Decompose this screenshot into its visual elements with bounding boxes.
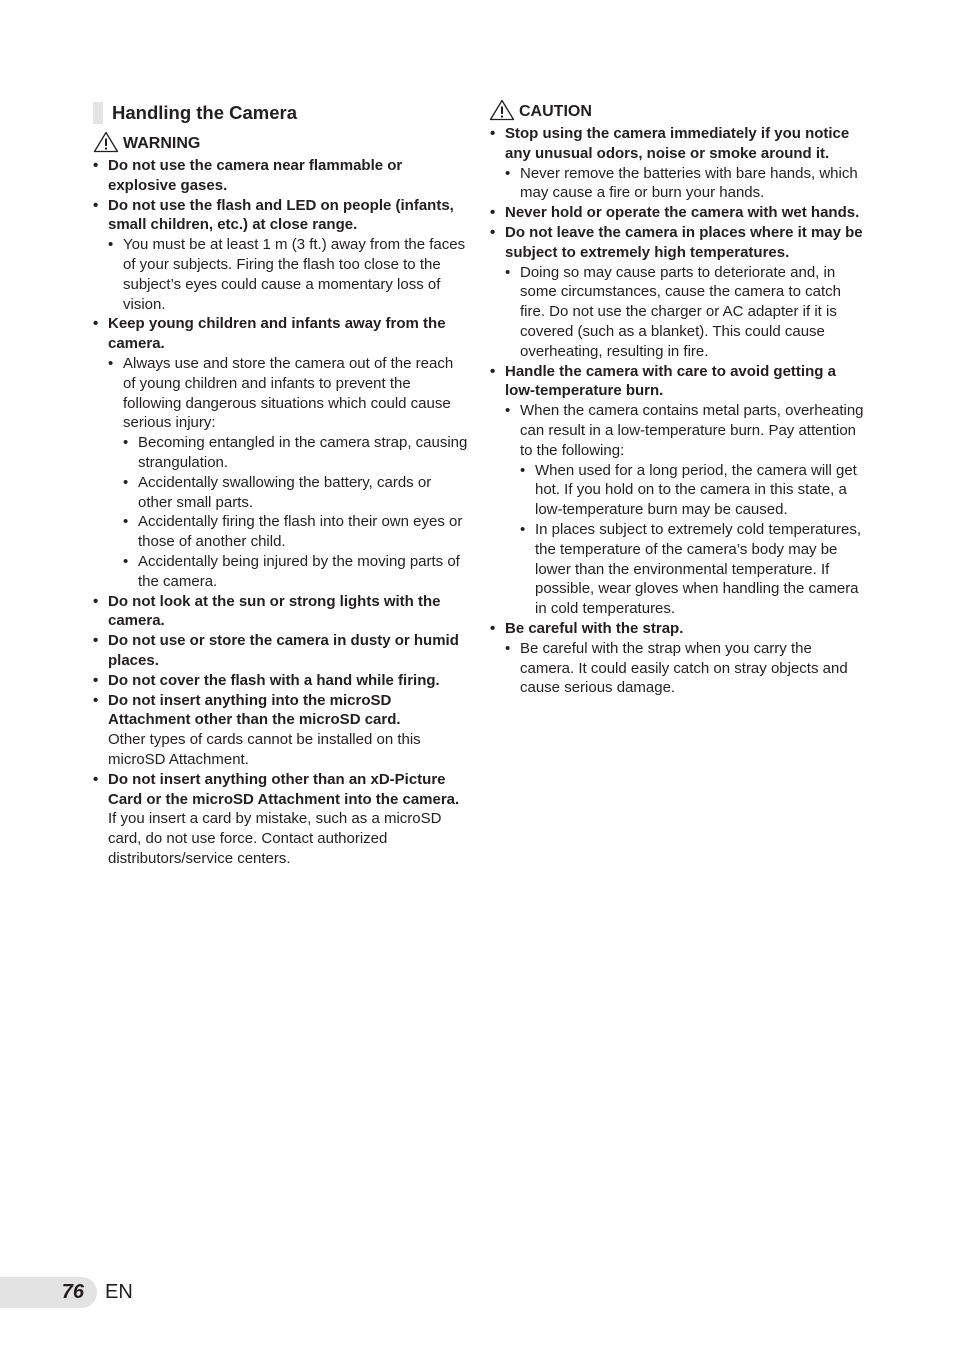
caution-list	[490, 124, 865, 698]
warning-sub-item	[108, 354, 468, 592]
warning-item-heading: • Do not look at the sun or strong lights with the camera.	[108, 592, 441, 630]
warning-item	[93, 314, 468, 591]
warning-item-note: If you insert a card by mistake, such as a microSD card, do not use force. Contact authorized distributors/service centers.	[108, 810, 442, 867]
warning-subsub-item: • Accidentally swallowing the battery, cards or other small parts.	[123, 473, 468, 513]
caution-item	[490, 124, 865, 203]
warning-subsub-list	[123, 433, 468, 591]
caution-subsub-item: • When used for a long period, the camera will get hot. If you hold on to the camera in this state, a low-temperature burn may be caused.	[520, 461, 865, 520]
caution-column	[490, 124, 865, 698]
caution-sub-item-text: • Never remove the batteries with bare hands, which may cause a fire or burn your hands.	[520, 164, 858, 202]
warning-sub-item	[108, 235, 468, 314]
warning-subsub-item: • Becoming entangled in the camera strap, causing strangulation.	[123, 433, 468, 473]
caution-sub-item-text: • Doing so may cause parts to deteriorate and, in some circumstances, cause the camera to catch fire. Do not use the charger or AC adapter if it is covered (such as a blanket). This could cause overheating, resulting in fire.	[520, 263, 841, 360]
caution-item	[490, 203, 865, 223]
caution-item-heading: • Never hold or operate the camera with wet hands.	[505, 204, 860, 222]
warning-label: WARNING	[123, 135, 201, 152]
caution-sub-item-text: • Be careful with the strap when you carry the camera. It could easily catch on stray objects and cause serious damage.	[520, 639, 848, 697]
caution-item	[490, 223, 865, 362]
warning-item-note: Other types of cards cannot be installed on this microSD Attachment.	[108, 731, 421, 768]
warning-item-heading: • Do not insert anything other than an xD-Picture Card or the microSD Attachment into the camera.	[108, 770, 460, 808]
caution-item	[490, 619, 865, 698]
caution-sub-list	[505, 263, 865, 362]
warning-item-heading: • Do not use the flash and LED on people (infants, small children, etc.) at close range.	[108, 196, 454, 234]
warning-sub-list	[108, 354, 468, 592]
language-code: EN	[105, 1281, 133, 1303]
caution-item	[490, 362, 865, 619]
section-title	[93, 101, 297, 125]
warning-item	[93, 592, 468, 632]
page-footer	[0, 1277, 133, 1308]
caution-subsub-list	[520, 461, 865, 619]
title-marker	[93, 102, 103, 124]
caution-item-heading: • Be careful with the strap.	[505, 619, 684, 637]
caution-subsub-item: • In places subject to extremely cold temperatures, the temperature of the camera’s body may be lower than the environmental temperature. If possible, wear gloves when handling the camera in cold temperatures.	[520, 520, 865, 619]
warning-item	[93, 156, 468, 196]
warning-triangle-icon	[93, 131, 119, 153]
warning-subsub-item: • Accidentally being injured by the moving parts of the camera.	[123, 552, 468, 592]
caution-label: CAUTION	[519, 103, 592, 120]
warning-item-heading: • Keep young children and infants away from the camera.	[108, 315, 446, 353]
caution-sub-item	[505, 639, 865, 698]
warning-item-heading: • Do not use or store the camera in dusty or humid places.	[108, 632, 459, 669]
warning-sub-list	[108, 235, 468, 314]
warning-subsub-item: • Accidentally firing the flash into their own eyes or those of another child.	[123, 512, 468, 552]
caution-sub-list	[505, 401, 865, 619]
warning-item-heading: • Do not use the camera near flammable or explosive gases.	[108, 157, 403, 194]
caution-sub-item-text: • When the camera contains metal parts, overheating can result in a low-temperature burn. Pay attention to the following:	[520, 402, 864, 459]
caution-sub-list	[505, 164, 865, 204]
caution-sub-item	[505, 263, 865, 362]
caution-item-heading: • Do not leave the camera in places where it may be subject to extremely high temperatures.	[505, 223, 863, 261]
warning-heading	[93, 131, 200, 153]
warning-list	[93, 156, 468, 869]
warning-column	[93, 156, 468, 869]
warning-item	[93, 196, 468, 315]
caution-sub-list	[505, 639, 865, 698]
warning-item	[93, 631, 468, 671]
warning-item	[93, 770, 468, 869]
caution-heading	[489, 99, 592, 121]
warning-item-heading: • Do not cover the flash with a hand while firing.	[108, 671, 440, 689]
warning-item	[93, 691, 468, 770]
caution-triangle-icon	[489, 99, 515, 121]
warning-item-heading: • Do not insert anything into the microSD Attachment other than the microSD card.	[108, 691, 401, 729]
warning-item	[93, 671, 468, 691]
caution-item-heading: • Handle the camera with care to avoid getting a low-temperature burn.	[505, 362, 836, 400]
caution-sub-item	[505, 401, 865, 619]
page-number-tab	[0, 1277, 97, 1308]
page-number: 76	[61, 1281, 84, 1303]
page-title: Handling the Camera	[112, 102, 298, 123]
warning-sub-item-text: • You must be at least 1 m (3 ft.) away from the faces of your subjects. Firing the flash too close to the subject’s eyes could cause a momentary loss of vision.	[123, 236, 466, 313]
warning-sub-item-text: • Always use and store the camera out of the reach of young children and infants to prevent the following dangerous situations which could cause serious injury:	[123, 354, 454, 432]
caution-sub-item	[505, 164, 865, 204]
caution-item-heading: • Stop using the camera immediately if you notice any unusual odors, noise or smoke around it.	[505, 125, 850, 162]
